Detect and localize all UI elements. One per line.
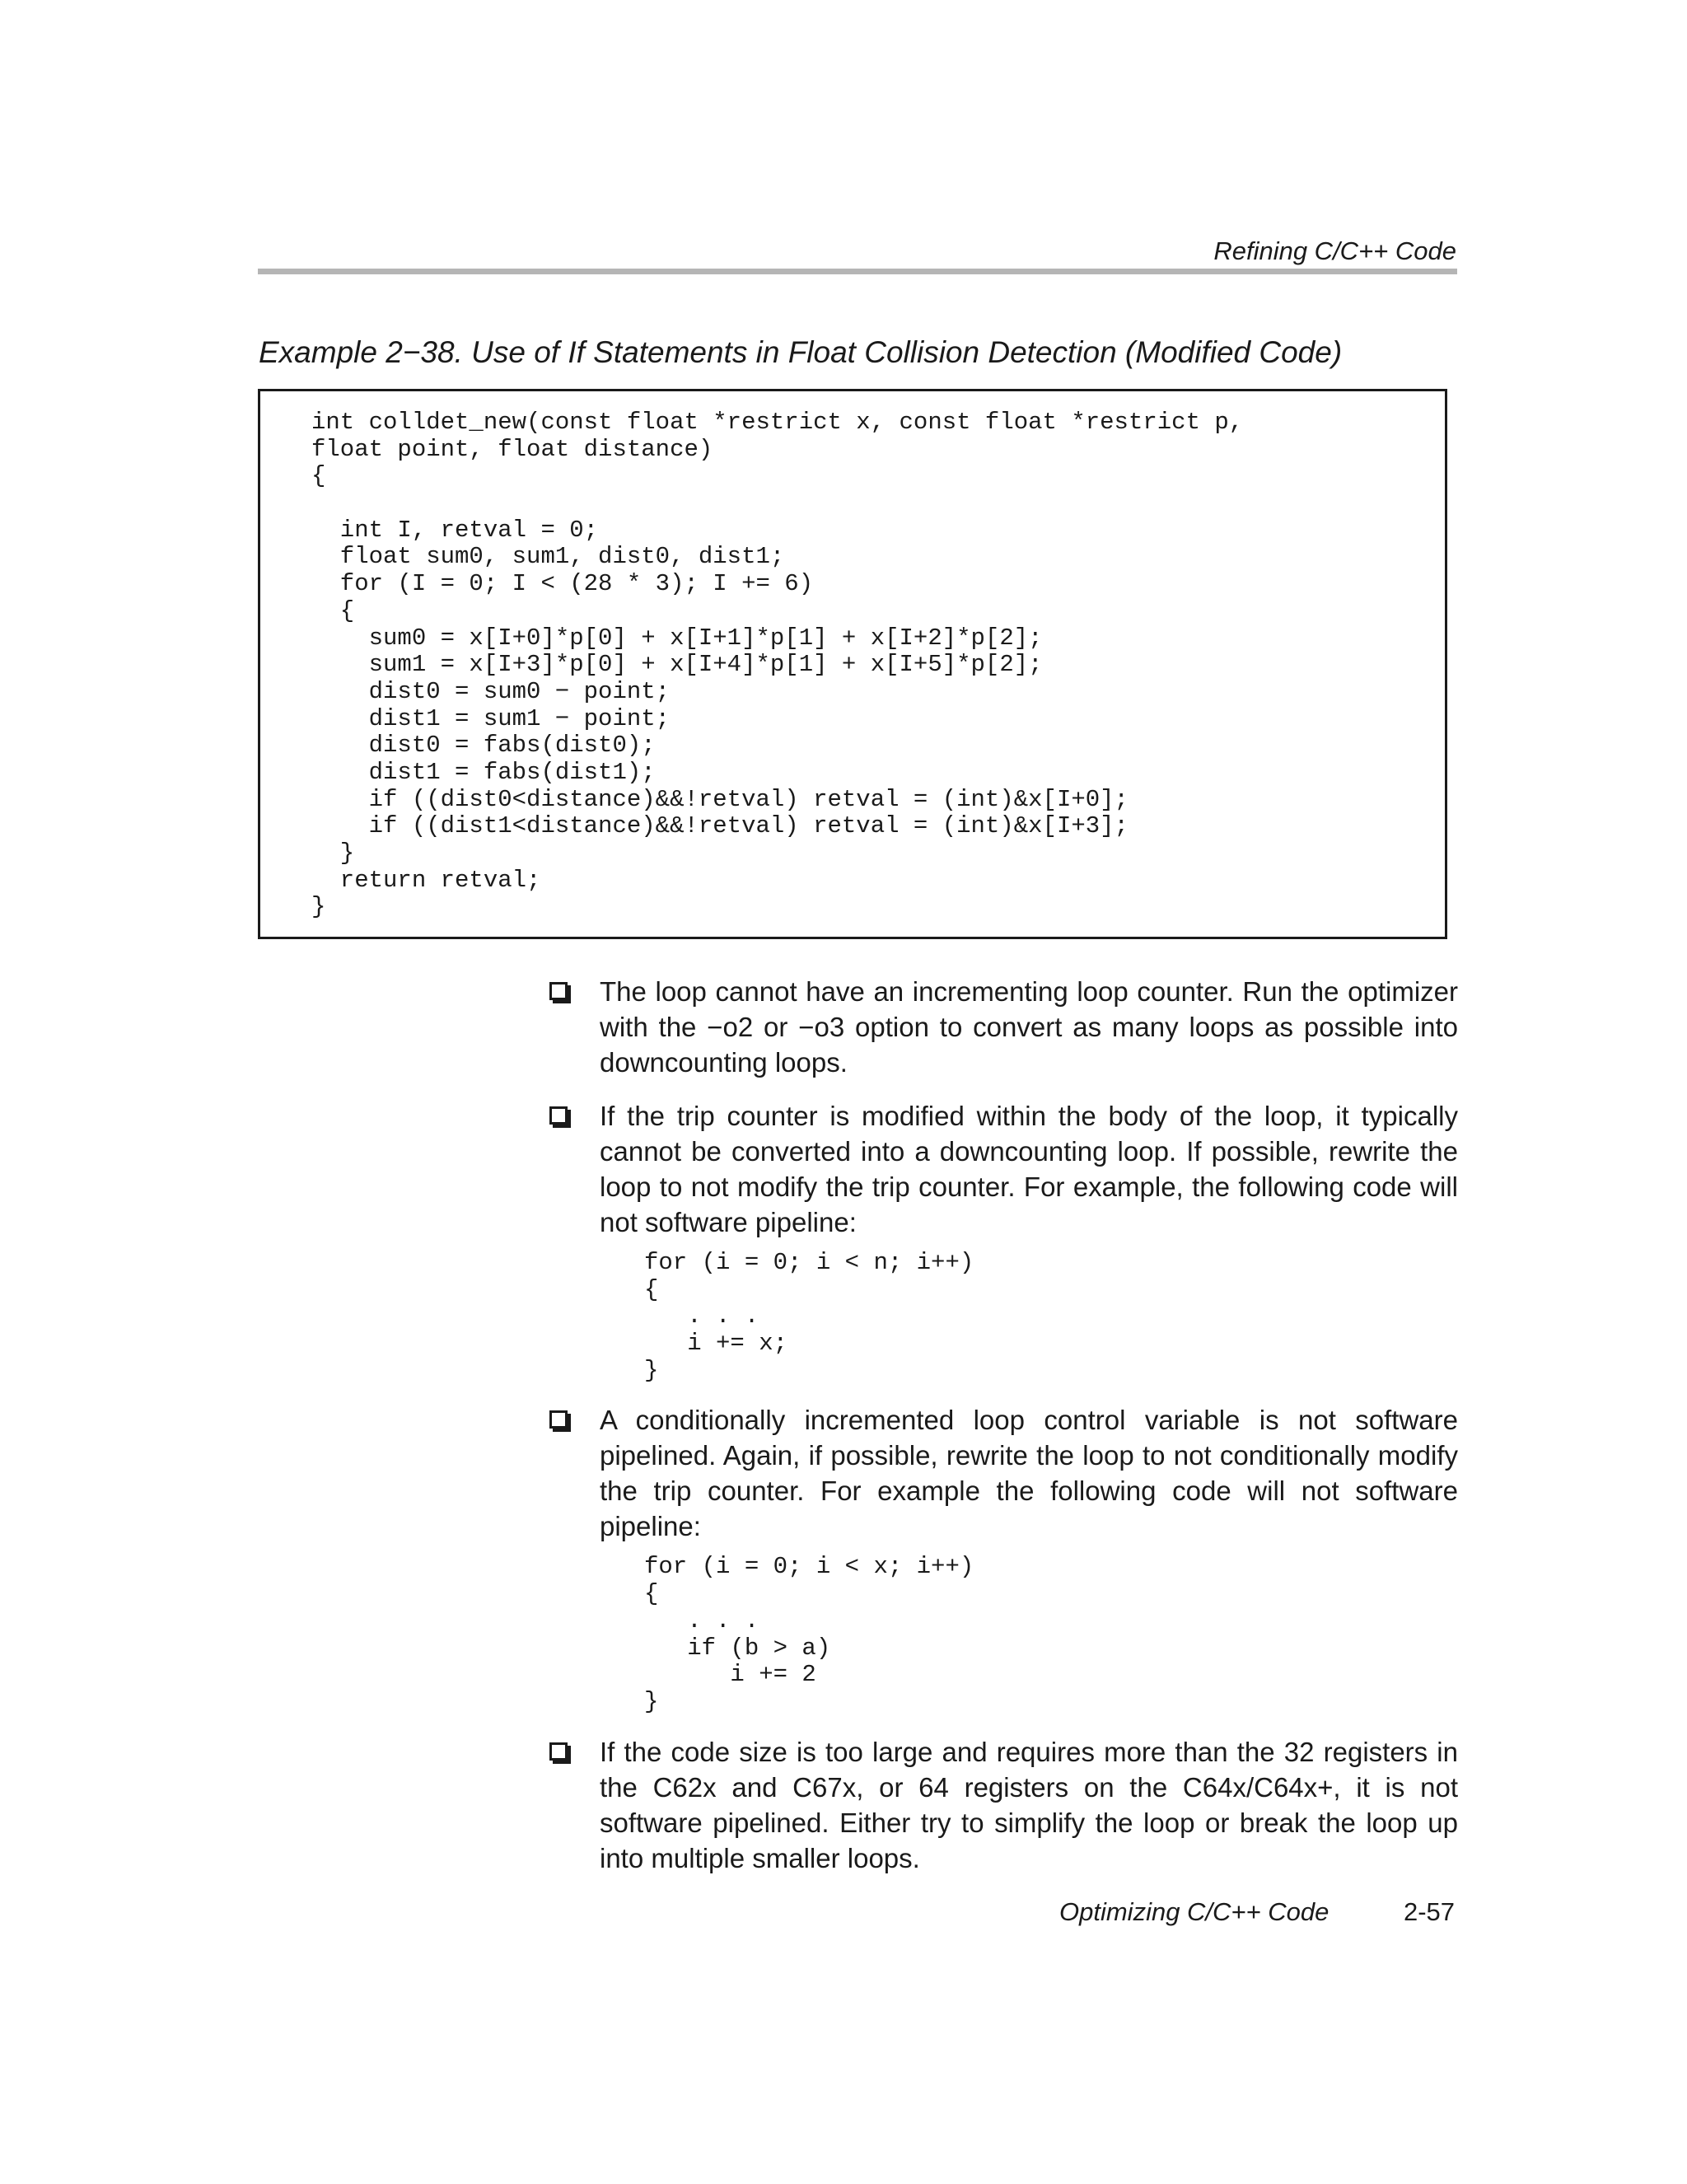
header-rule	[258, 269, 1457, 274]
code-line	[311, 490, 1243, 517]
bullet-text: A conditionally incremented loop control variable is not software pipelined. Again, if possible, rewrite the loop to not conditionally modify the trip counter. For example the following code will not software pipeline:	[600, 1405, 1458, 1542]
code-line: if (b > a)	[644, 1634, 831, 1662]
checkbox-bullet-icon	[549, 1410, 568, 1429]
bullet-item	[549, 1734, 1458, 1876]
code-line: float point, float distance)	[311, 435, 713, 463]
code-line: dist1 = sum1 − point;	[311, 704, 671, 732]
footer-section-title: Optimizing C/C++ Code	[1059, 1897, 1330, 1926]
checkbox-bullet-icon	[549, 1742, 568, 1761]
example-title: Example 2−38. Use of If Statements in Float Collision Detection (Modified Code)	[259, 335, 1343, 369]
page-number: 2-57	[1403, 1897, 1455, 1926]
bullet-item	[549, 1098, 1458, 1384]
code-line: dist1 = fabs(dist1);	[311, 758, 656, 786]
running-header: Refining C/C++ Code	[1213, 236, 1456, 265]
bullet-code-listing	[644, 1250, 1458, 1384]
example-code-box	[258, 389, 1447, 939]
code-line: if ((dist1<distance)&&!retval) retval = (int)&x[I+3];	[311, 812, 1129, 840]
bullet-text: If the trip counter is modified within the body of the loop, it typically cannot be converted into a downcounting loop. If possible, rewrite the loop to not modify the trip counter. For example, the following code will not software pipeline:	[600, 1101, 1458, 1237]
code-line: sum0 = x[I+0]*p[0] + x[I+1]*p[1] + x[I+2]*p[2];	[311, 624, 1043, 652]
code-line: {	[311, 596, 355, 624]
code-line: if ((dist0<distance)&&!retval) retval = (int)&x[I+0];	[311, 785, 1129, 813]
bullet-list	[549, 974, 1458, 1894]
code-line: {	[644, 1275, 659, 1303]
code-line: for (i = 0; i < n; i++)	[644, 1249, 974, 1276]
code-line: {	[644, 1580, 659, 1608]
bullet-text: If the code size is too large and requires more than the 32 registers in the C62x and C67x, or 64 registers on the C64x/C64x+, it is not software pipelined. Either try to simplify the loop or break the loop up into multiple smaller loops.	[600, 1736, 1458, 1873]
code-line: {	[311, 462, 326, 490]
code-line: . . .	[644, 1606, 759, 1634]
bullet-code-listing	[644, 1554, 1458, 1715]
bullet-item	[549, 1402, 1458, 1715]
code-line: return retval;	[311, 866, 541, 894]
code-line: }	[311, 839, 355, 867]
code-line: }	[311, 893, 326, 921]
checkbox-bullet-icon	[549, 1106, 568, 1125]
code-line: }	[644, 1687, 659, 1715]
code-line: for (I = 0; I < (28 * 3); I += 6)	[311, 570, 814, 598]
code-line: float sum0, sum1, dist0, dist1;	[311, 543, 785, 571]
code-line: sum1 = x[I+3]*p[0] + x[I+4]*p[1] + x[I+5]*p[2];	[311, 651, 1043, 679]
code-line: int colldet_new(const float *restrict x, const float *restrict p,	[311, 409, 1244, 436]
code-line: dist0 = fabs(dist0);	[311, 732, 656, 760]
code-line: }	[644, 1356, 659, 1384]
bullet-text: The loop cannot have an incrementing loop counter. Run the optimizer with the −o2 or −o3 option to convert as many loops as possible into downcounting loops.	[600, 976, 1458, 1078]
code-line: i += 2	[644, 1661, 816, 1689]
checkbox-bullet-icon	[549, 982, 568, 1000]
code-line: int I, retval = 0;	[311, 516, 599, 544]
bullet-item	[549, 974, 1458, 1080]
code-line: . . .	[644, 1302, 759, 1331]
code-line: i += x;	[644, 1330, 788, 1358]
code-line: for (i = 0; i < x; i++)	[644, 1553, 974, 1581]
code-line: dist0 = sum0 − point;	[311, 677, 671, 705]
example-code-listing	[311, 409, 1243, 921]
